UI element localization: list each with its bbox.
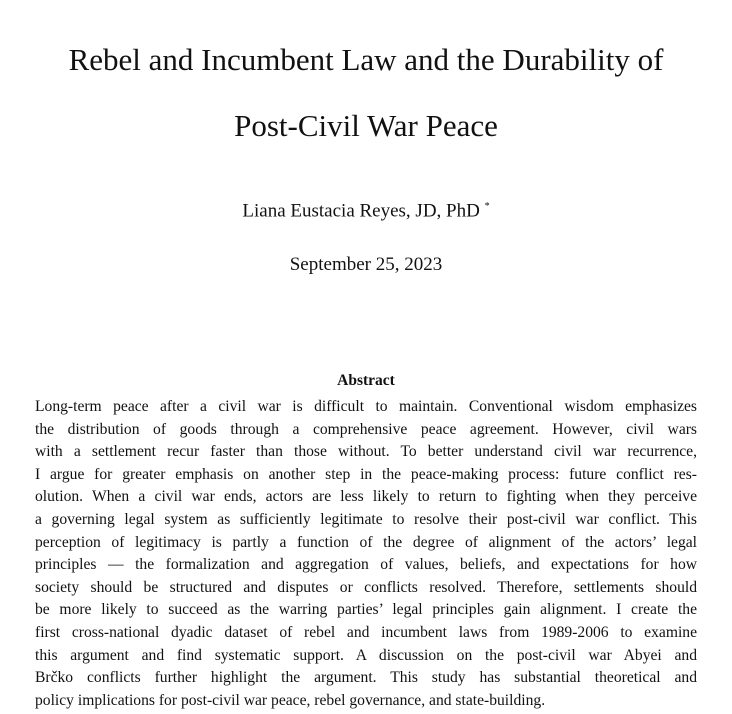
author-footnote-mark: * [484,201,490,212]
abstract-line: I argue for greater emphasis on another step in the peace-making process: future conflict res- [35,465,697,483]
abstract-line: perception of legitimacy is partly a function of the degree of alignment of the actors’ legal [35,533,697,551]
author-line [0,194,732,224]
abstract-line: policy implications for post-civil war peace, rebel governance, and state-building. [35,691,546,709]
abstract-line: first cross-national dyadic dataset of rebel and incumbent laws from 1989-2006 to examine [35,623,697,641]
publication-date: September 25, 2023 [289,254,443,275]
abstract-line: this argument and find systematic support. A discussion on the post-civil war Abyei and [35,646,697,664]
abstract-line: olution. When a civil war ends, actors are less likely to return to fighting when they perceive [35,488,697,506]
abstract-line: Long-term peace after a civil war is difficult to maintain. Conventional wisdom emphasizes [35,398,697,415]
abstract-heading: Abstract [337,372,395,389]
abstract-line: a governing legal system as sufficiently legitimate to resolve their post-civil war conflict. This [35,510,697,528]
paper-title-line-2: Post-Civil War Peace [234,108,498,143]
abstract-body [35,396,697,712]
abstract-line: principles –– the formalization and aggregation of values, beliefs, and expectations for how [35,556,697,574]
abstract-line: with a settlement recur faster than those without. To better understand civil war recurrence, [35,443,697,461]
abstract-line: the distribution of goods through a comprehensive peace agreement. However, civil wars [35,420,697,438]
author-name: Liana Eustacia Reyes, JD, PhD [242,200,480,222]
abstract-line: Brčko conflicts further highlight the argument. This study has substantial theoretical and [35,669,697,687]
paper-title-line-1: Rebel and Incumbent Law and the Durability of [68,42,664,77]
abstract-line: society should be structured and disputes or conflicts resolved. Therefore, settlements should [35,578,697,596]
abstract-line: be more likely to succeed as the warring parties’ legal principles gain alignment. I create the [35,601,697,619]
